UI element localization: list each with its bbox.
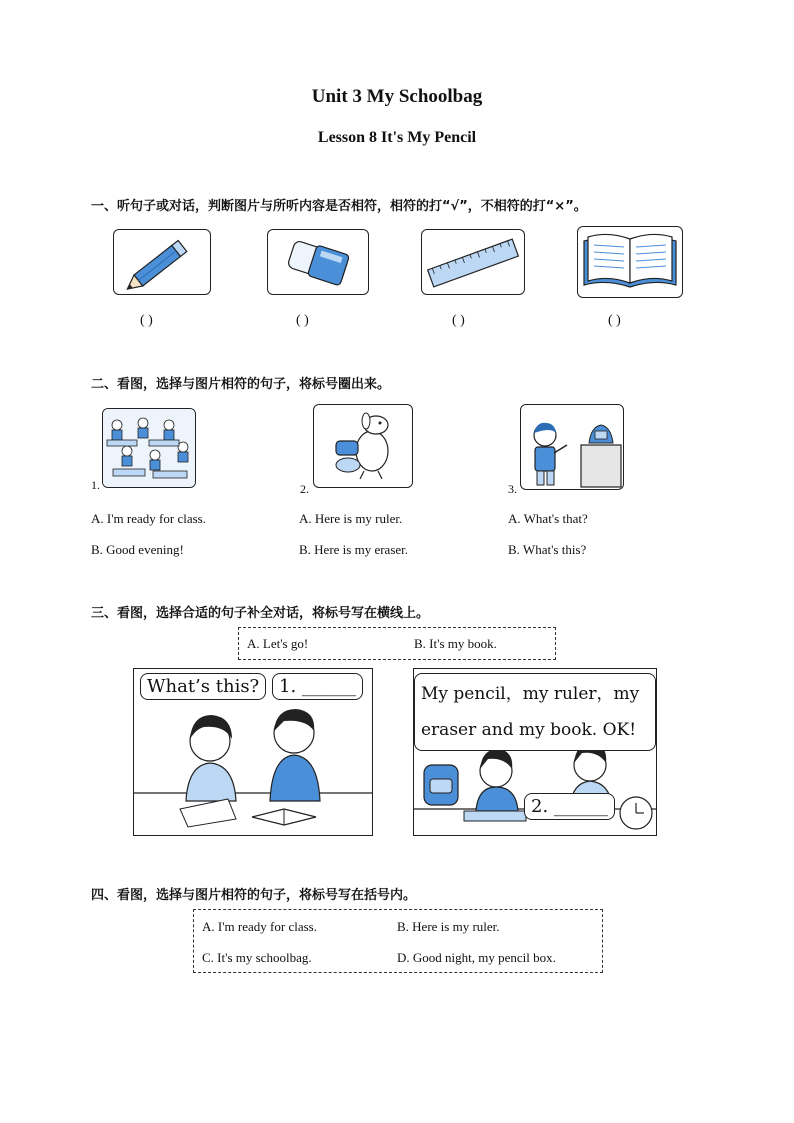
question-number-3: 3.: [508, 482, 517, 496]
answer-paren-1[interactable]: ( ): [140, 313, 153, 328]
q3-option-a[interactable]: A. What's that?: [508, 511, 588, 526]
eraser-icon: [268, 230, 368, 294]
pencil-icon: [114, 230, 210, 294]
question-number-1: 1.: [91, 478, 100, 492]
ruler-icon: [422, 230, 524, 294]
dialogue-panel-2: [413, 668, 657, 836]
s4-option-b: B. Here is my ruler.: [397, 919, 500, 934]
bubble-line-2: eraser and my book. OK!: [421, 720, 637, 740]
classroom-icon: [103, 409, 195, 487]
speech-bubble-left: What’s this?: [140, 673, 266, 700]
dialogue-panel-1: [133, 668, 373, 836]
s4-option-d: D. Good night, my pencil box.: [397, 950, 556, 965]
s4-option-c: C. It's my schoolbag.: [202, 950, 312, 965]
boy-pointing-icon: [521, 405, 623, 489]
speech-bubble-blank-1[interactable]: 1. ______: [272, 673, 363, 700]
classroom-picture: [102, 408, 196, 488]
book-icon: [578, 227, 682, 297]
answer-paren-2[interactable]: ( ): [296, 313, 309, 328]
q1-option-a[interactable]: A. I'm ready for class.: [91, 511, 206, 526]
dog-eraser-icon: [314, 405, 412, 487]
answer-paren-4[interactable]: ( ): [608, 313, 621, 328]
q3-option-b[interactable]: B. What's this?: [508, 542, 587, 557]
q2-option-a[interactable]: A. Here is my ruler.: [299, 511, 403, 526]
bubble-line-1: My pencil，my ruler，my: [421, 684, 640, 704]
q1-option-b[interactable]: B. Good evening!: [91, 542, 184, 557]
section3-instruction: 三、看图，选择合适的句子补全对话，将标号写在横线上。: [91, 606, 430, 621]
unit-title: Unit 3 My Schoolbag: [311, 86, 483, 107]
pencil-picture: [113, 229, 211, 295]
speech-bubble-top: [414, 673, 656, 751]
lesson-title: Lesson 8 It's My Pencil: [317, 129, 477, 146]
dog-picture: [313, 404, 413, 488]
q2-option-b[interactable]: B. Here is my eraser.: [299, 542, 409, 557]
boy-picture: [520, 404, 624, 490]
section3-options-box: [238, 627, 556, 660]
answer-paren-3[interactable]: ( ): [452, 313, 465, 328]
eraser-picture: [267, 229, 369, 295]
section1-instruction: 一、听句子或对话，判断图片与所听内容是否相符，相符的打“√”，不相符的打“×”。: [91, 199, 587, 214]
s3-option-b: B. It's my book.: [414, 636, 497, 651]
s3-option-a: A. Let's go!: [247, 636, 309, 651]
section4-options-box: [193, 909, 603, 973]
book-picture: [577, 226, 683, 298]
section4-instruction: 四、看图，选择与图片相符的句子，将标号写在括号内。: [91, 888, 417, 903]
ruler-picture: [421, 229, 525, 295]
section2-instruction: 二、看图，选择与图片相符的句子，将标号圈出来。: [91, 377, 391, 392]
question-number-2: 2.: [300, 482, 309, 496]
s4-option-a: A. I'm ready for class.: [202, 919, 317, 934]
speech-bubble-blank-2[interactable]: 2. ______: [524, 793, 615, 820]
